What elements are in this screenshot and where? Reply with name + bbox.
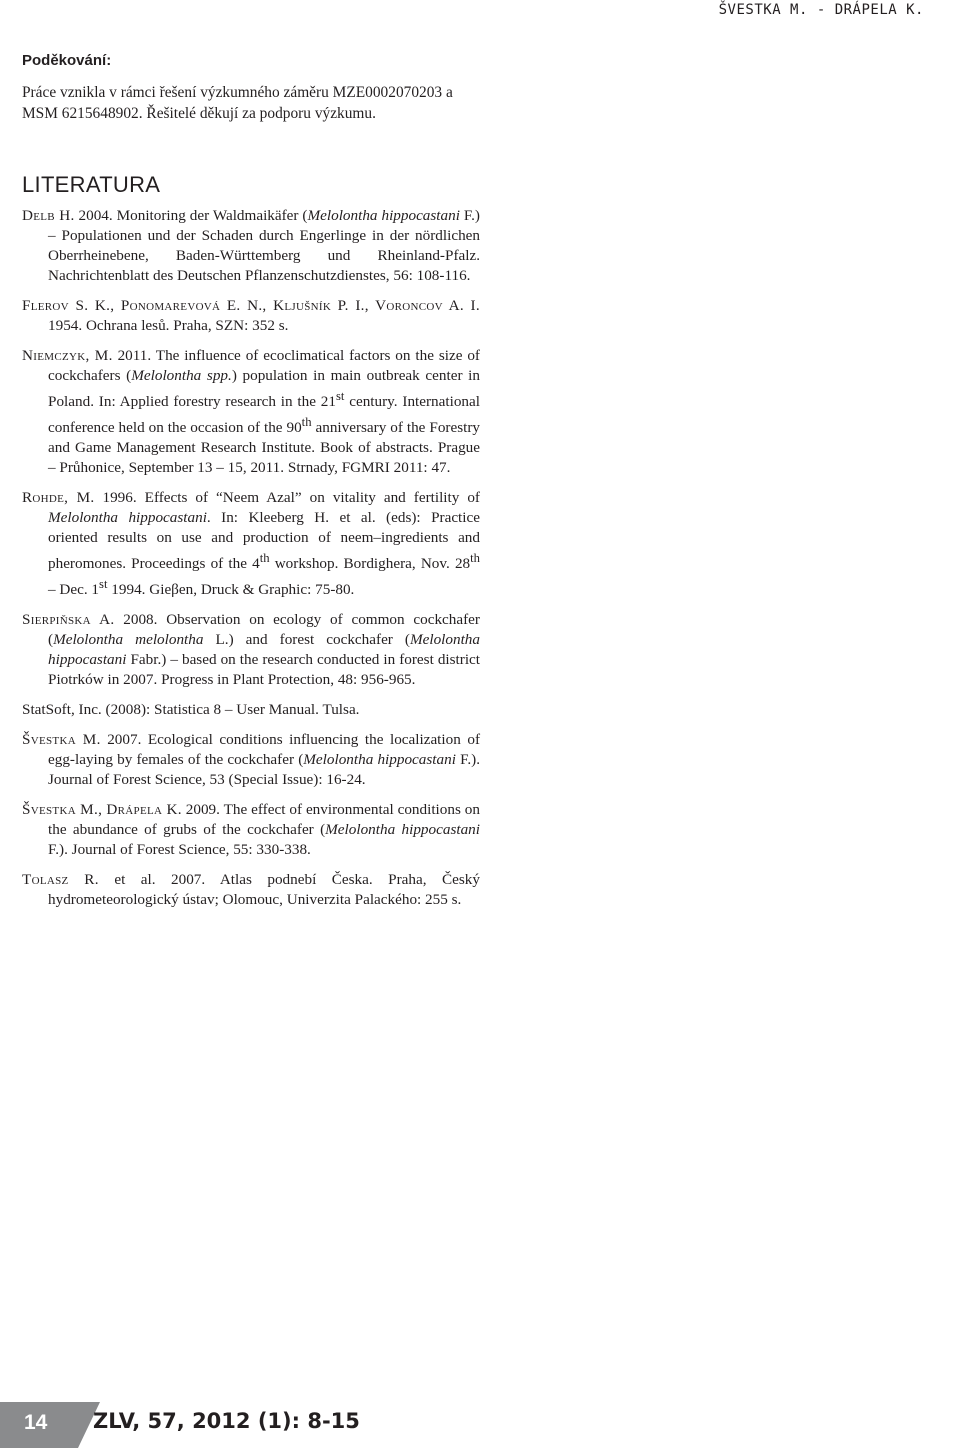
reference-statsoft xyxy=(22,700,480,720)
ref-authors: Sierpiňska A. xyxy=(22,611,115,629)
ref-text: 2008. Observation on ecology of common cockchafer ( xyxy=(48,611,480,649)
reference-svestka-2007 xyxy=(22,730,480,790)
reference-niemczyk xyxy=(22,346,480,478)
ref-species: Melolontha hippocastani xyxy=(325,821,480,839)
ref-authors: Flerov S. K., Ponomarevová E. N., Kljušník P. I., Voroncov A. I. xyxy=(22,297,480,314)
ref-superscript: st xyxy=(335,389,345,403)
page-number: 14 xyxy=(24,1411,48,1434)
ref-text: ) population in main outbreak center in Poland. In: Applied forestry research in the 21 xyxy=(48,367,480,411)
reference-tolasz xyxy=(22,870,480,910)
ref-superscript: th xyxy=(259,551,270,566)
ref-species: Melolontha hippocastani xyxy=(303,751,456,769)
reference-flerov xyxy=(22,296,480,336)
ref-superscript: st xyxy=(99,577,108,592)
ref-text: et al. 2007. Atlas podnebí Česka. Praha, Český hydrometeorologický ústav; Olomouc, Univerzita Palackého: 255 s. xyxy=(48,871,480,909)
acknowledgement-heading: Poděkování: xyxy=(22,52,112,69)
ref-species: Melolontha spp. xyxy=(131,367,232,384)
ref-text: anniversary of the Forestry and Game Management Research Institute. Book of abstracts. Prague – Průhonice, September 13 – 15, 2011. Strnady, FGMRI 2011: 47. xyxy=(48,419,480,477)
ref-text: F.). Journal of Forest Science, 55: 330-338. xyxy=(48,841,311,859)
acknowledgement-text: Práce vznikla v rámci řešení výzkumného záměru MZE0002070203 a MSM 6215648902. Řešitelé děkují za podporu výzkumu. xyxy=(22,84,453,122)
ref-text: 2011. The influence of ecoclimatical factors on the size of cockchafers ( xyxy=(48,347,480,384)
ref-text: 2009. The effect of environmental conditions on the abundance of grubs of the cockchafer ( xyxy=(48,801,480,839)
ref-text: 1996. Effects of “Neem Azal” on vitality and fertility of xyxy=(94,489,480,507)
ref-text: – Dec. 1 xyxy=(48,581,100,599)
ref-text: workshop. Bordighera, Nov. 28 xyxy=(269,555,471,573)
ref-text: Fabr.) – based on the research conducted in forest district Piotrków in 2007. Progress in Plant Protection, 48: 956-965. xyxy=(48,651,480,689)
ref-text: StatSoft, Inc. (2008): Statistica 8 – User Manual. Tulsa. xyxy=(22,701,360,719)
ref-authors: Švestka M. xyxy=(22,731,101,749)
ref-text: 2007. Ecological conditions influencing the localization of egg-laying by females of the cockchafer ( xyxy=(48,731,480,769)
reference-delb xyxy=(22,206,480,286)
journal-citation: ZLV, 57, 2012 (1): 8-15 xyxy=(93,1409,360,1433)
ref-superscript: th xyxy=(301,415,312,430)
reference-rohde xyxy=(22,488,480,600)
ref-text: . In: Kleeberg H. et al. (eds): Practice oriented results on use and production of neem–ingredients and pheromones. Proceedings of the 4 xyxy=(48,509,480,573)
running-head: ŠVESTKA M. - DRÁPELA K. xyxy=(718,2,924,18)
ref-authors: Tolasz R. xyxy=(22,871,99,889)
ref-text: F.). Journal of Forest Science, 53 (Special Issue): 16-24. xyxy=(48,751,480,789)
ref-authors: Niemczyk, M. xyxy=(22,347,113,364)
ref-authors: Rohde, M. xyxy=(22,489,95,507)
reference-list xyxy=(22,206,480,920)
literature-heading: LITERATURA xyxy=(22,172,161,197)
ref-text: 1994. Gieβen, Druck & Graphic: 75-80. xyxy=(107,581,355,599)
ref-text: F.) – Populationen und der Schaden durch Engerlinge in der nördlichen Oberrheinebene, Baden-Württemberg und Rheinland-Pfalz. Nachrichtenblatt des Deutschen Pflanzenschutzdienstes, 56: 108-116. xyxy=(48,207,480,284)
ref-species: Melolontha melolontha xyxy=(53,631,204,649)
ref-text: L.) and forest cockchafer ( xyxy=(203,631,410,649)
ref-superscript: th xyxy=(470,551,480,566)
ref-species: Melolontha hippocastani xyxy=(307,207,460,224)
ref-species: Melolontha hippocastani xyxy=(48,631,480,669)
reference-sierpinska xyxy=(22,610,480,690)
ref-text: 1954. Ochrana lesů. Praha, SZN: 352 s. xyxy=(48,317,289,334)
reference-svestka-2009 xyxy=(22,800,480,860)
ref-text: century. International conference held on the occasion of the 90 xyxy=(48,393,480,437)
ref-text: 2004. Monitoring der Waldmaikäfer ( xyxy=(74,207,308,224)
ref-species: Melolontha hippocastani xyxy=(48,509,207,527)
ref-authors: Švestka M., Drápela K. xyxy=(22,801,182,819)
ref-authors: Delb H. xyxy=(22,207,75,224)
